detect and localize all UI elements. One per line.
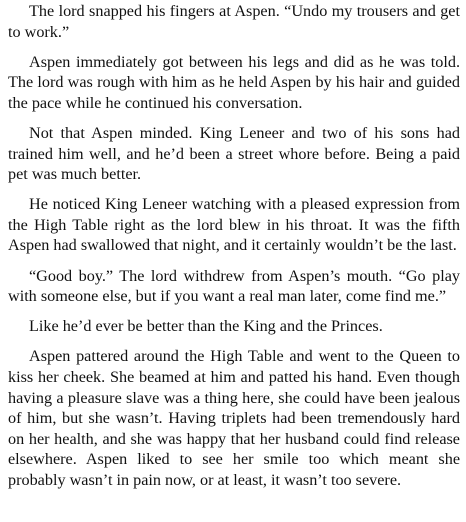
paragraph-4: He noticed King Leneer watching with a pleased expression from the High Table right as the lord blew in his throat. It was the fifth Aspen had swallowed that night, and it certainly wouldn’t be the last. [8, 195, 460, 255]
paragraph-3: Not that Aspen minded. King Leneer and two of his sons had trained him well, and he’d been a street whore before. Being a paid pet was much better. [8, 123, 460, 184]
paragraph-6: Like he’d ever be better than the King and the Princes. [29, 317, 383, 336]
paragraph-2: Aspen immediately got between his legs and did as he was told. The lord was rough with him as he held Aspen by his hair and guided the pace while he continued his conversation. [8, 52, 460, 112]
paragraph-5: “Good boy.” The lord withdrew from Aspen’s mouth. “Go play with someone else, but if you want a real man later, come find me.” [8, 266, 460, 306]
paragraph-1: The lord snapped his fingers at Aspen. “Undo my trousers and get to work.” [8, 2, 460, 41]
document-page [8, 1, 460, 500]
paragraph-7: Aspen pattered around the High Table and went to the Queen to kiss her cheek. She beamed at him and patted his hand. Even though having a pleasure slave was a thing here, she could have been jealous of him, but she wasn’t. Having triplets had been tremendously hard on her health, and she was happy that her husband could find release elsewhere. Aspen liked to see her smile too which meant she probably wasn’t in pain now, or at least, it wasn’t too severe. [8, 347, 460, 489]
